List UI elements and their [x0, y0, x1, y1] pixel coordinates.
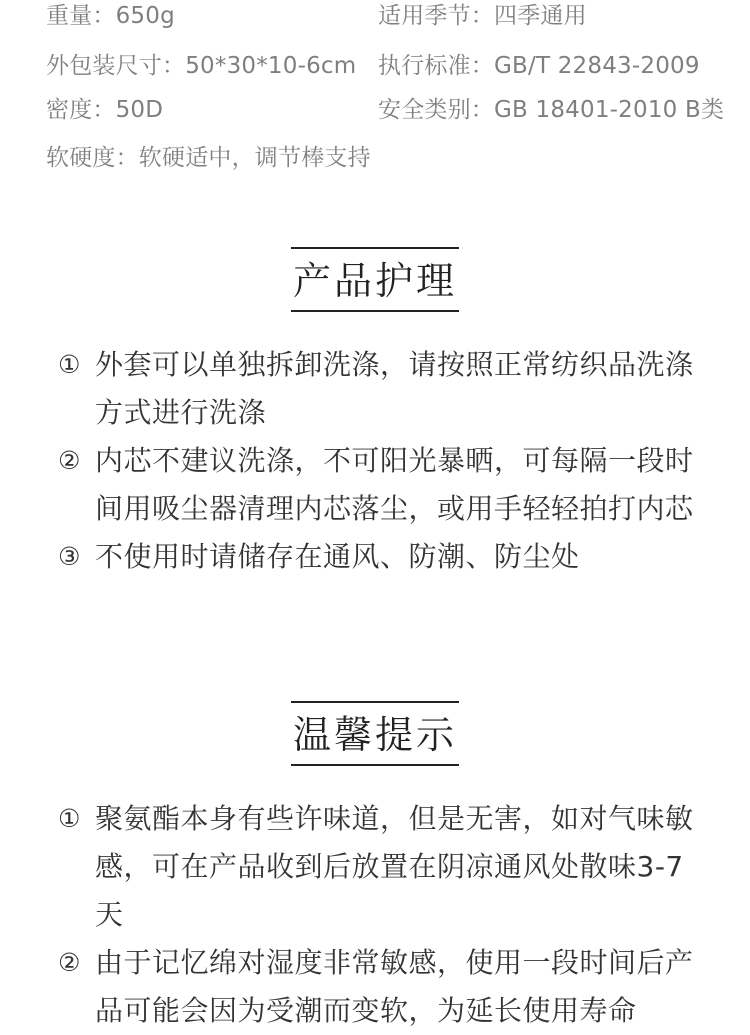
care-item [58, 533, 708, 581]
spec-standard: 执行标准：GB/T 22843-2009 [378, 53, 700, 79]
tips-item-text: 由于记忆绵对湿度非常敏感，使用一段时间后产品可能会因为受潮而变软，为延长使用寿命 [95, 946, 694, 1027]
spec-package-size: 外包装尺寸：50*30*10-6cm [46, 53, 357, 79]
tips-item-number: ① [58, 804, 81, 833]
care-item-text: 外套可以单独拆卸洗涤，请按照正常纺织品洗涤方式进行洗涤 [95, 348, 694, 429]
spec-weight: 重量：650g [46, 3, 175, 29]
care-item [58, 437, 708, 533]
spec-density: 密度：50D [46, 97, 164, 123]
care-title: 产品护理 [291, 247, 459, 312]
care-list [58, 341, 708, 581]
care-item-number: ③ [58, 542, 81, 571]
spec-firmness: 软硬度：软硬适中，调节棒支持 [46, 145, 371, 171]
spec-safety-category: 安全类别：GB 18401-2010 B类 [378, 97, 725, 123]
care-item [58, 341, 708, 437]
tips-item-text: 聚氨酯本身有些许味道，但是无害，如对气味敏感，可在产品收到后放置在阴凉通风处散味3-7天 [95, 802, 694, 931]
tips-title: 温馨提示 [291, 701, 459, 766]
tips-section-heading [0, 701, 750, 766]
tips-item [58, 795, 708, 939]
tips-item-number: ② [58, 948, 81, 977]
spec-season: 适用季节：四季通用 [378, 3, 587, 29]
care-item-number: ① [58, 350, 81, 379]
care-item-number: ② [58, 446, 81, 475]
care-section-heading [0, 247, 750, 312]
care-item-text: 内芯不建议洗涤，不可阳光暴晒，可每隔一段时间用吸尘器清理内芯落尘，或用手轻轻拍打内芯 [95, 444, 694, 525]
care-item-text: 不使用时请储存在通风、防潮、防尘处 [95, 540, 580, 573]
tips-list [58, 795, 708, 1035]
tips-item [58, 939, 708, 1035]
product-specs [0, 0, 750, 190]
